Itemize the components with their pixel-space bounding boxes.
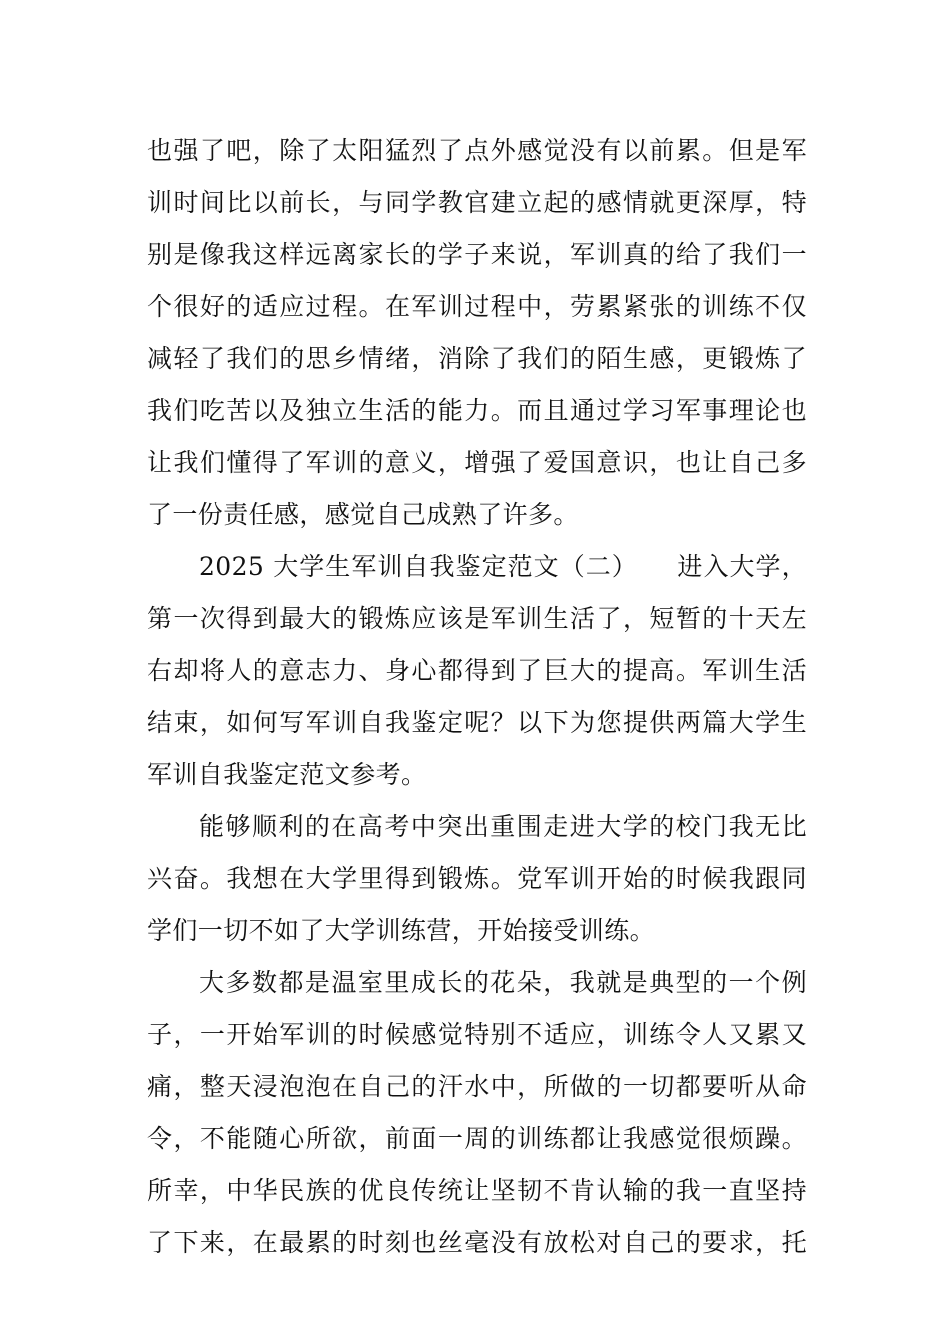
text-line: 痛，整天浸泡泡在自己的汗水中，所做的一切都要听从命 xyxy=(147,1072,807,1101)
text-line: 减轻了我们的思乡情绪，消除了我们的陌生感，更锻炼了 xyxy=(147,344,807,373)
document-body xyxy=(147,125,807,1269)
text-line: 右却将人的意志力、身心都得到了巨大的提高。军训生活 xyxy=(147,656,807,685)
text-line: 兴奋。我想在大学里得到锻炼。党军训开始的时候我跟同 xyxy=(147,864,807,893)
text-line: 个很好的适应过程。在军训过程中，劳累紧张的训练不仅 xyxy=(147,292,807,321)
text-line: 我们吃苦以及独立生活的能力。而且通过学习军事理论也 xyxy=(147,396,807,425)
text-line: 令，不能随心所欲，前面一周的训练都让我感觉很烦躁。 xyxy=(147,1124,807,1153)
text-line: 2025 大学生军训自我鉴定范文（二） 进入大学， xyxy=(199,552,807,581)
text-line: 学们一切不如了大学训练营，开始接受训练。 xyxy=(147,916,656,945)
text-line: 所幸，中华民族的优良传统让坚韧不肯认输的我一直坚持 xyxy=(147,1176,807,1205)
text-line: 军训自我鉴定范文参考。 xyxy=(147,760,427,789)
text-line: 子，一开始军训的时候感觉特别不适应，训练令人又累又 xyxy=(147,1020,807,1049)
text-line: 了一份责任感，感觉自己成熟了许多。 xyxy=(147,500,579,529)
text-line: 第一次得到最大的锻炼应该是军训生活了，短暂的十天左 xyxy=(147,604,807,633)
text-line: 能够顺利的在高考中突出重围走进大学的校门我无比 xyxy=(199,812,807,841)
text-line: 大多数都是温室里成长的花朵，我就是典型的一个例 xyxy=(199,968,807,997)
text-line: 让我们懂得了军训的意义，增强了爱国意识，也让自己多 xyxy=(147,448,807,477)
text-line: 也强了吧，除了太阳猛烈了点外感觉没有以前累。但是军 xyxy=(147,136,807,165)
text-line: 结束，如何写军训自我鉴定呢？以下为您提供两篇大学生 xyxy=(147,708,807,737)
text-line: 了下来，在最累的时刻也丝毫没有放松对自己的要求，托 xyxy=(147,1228,807,1257)
text-line: 训时间比以前长，与同学教官建立起的感情就更深厚，特 xyxy=(147,188,807,217)
text-line: 别是像我这样远离家长的学子来说，军训真的给了我们一 xyxy=(147,240,807,269)
